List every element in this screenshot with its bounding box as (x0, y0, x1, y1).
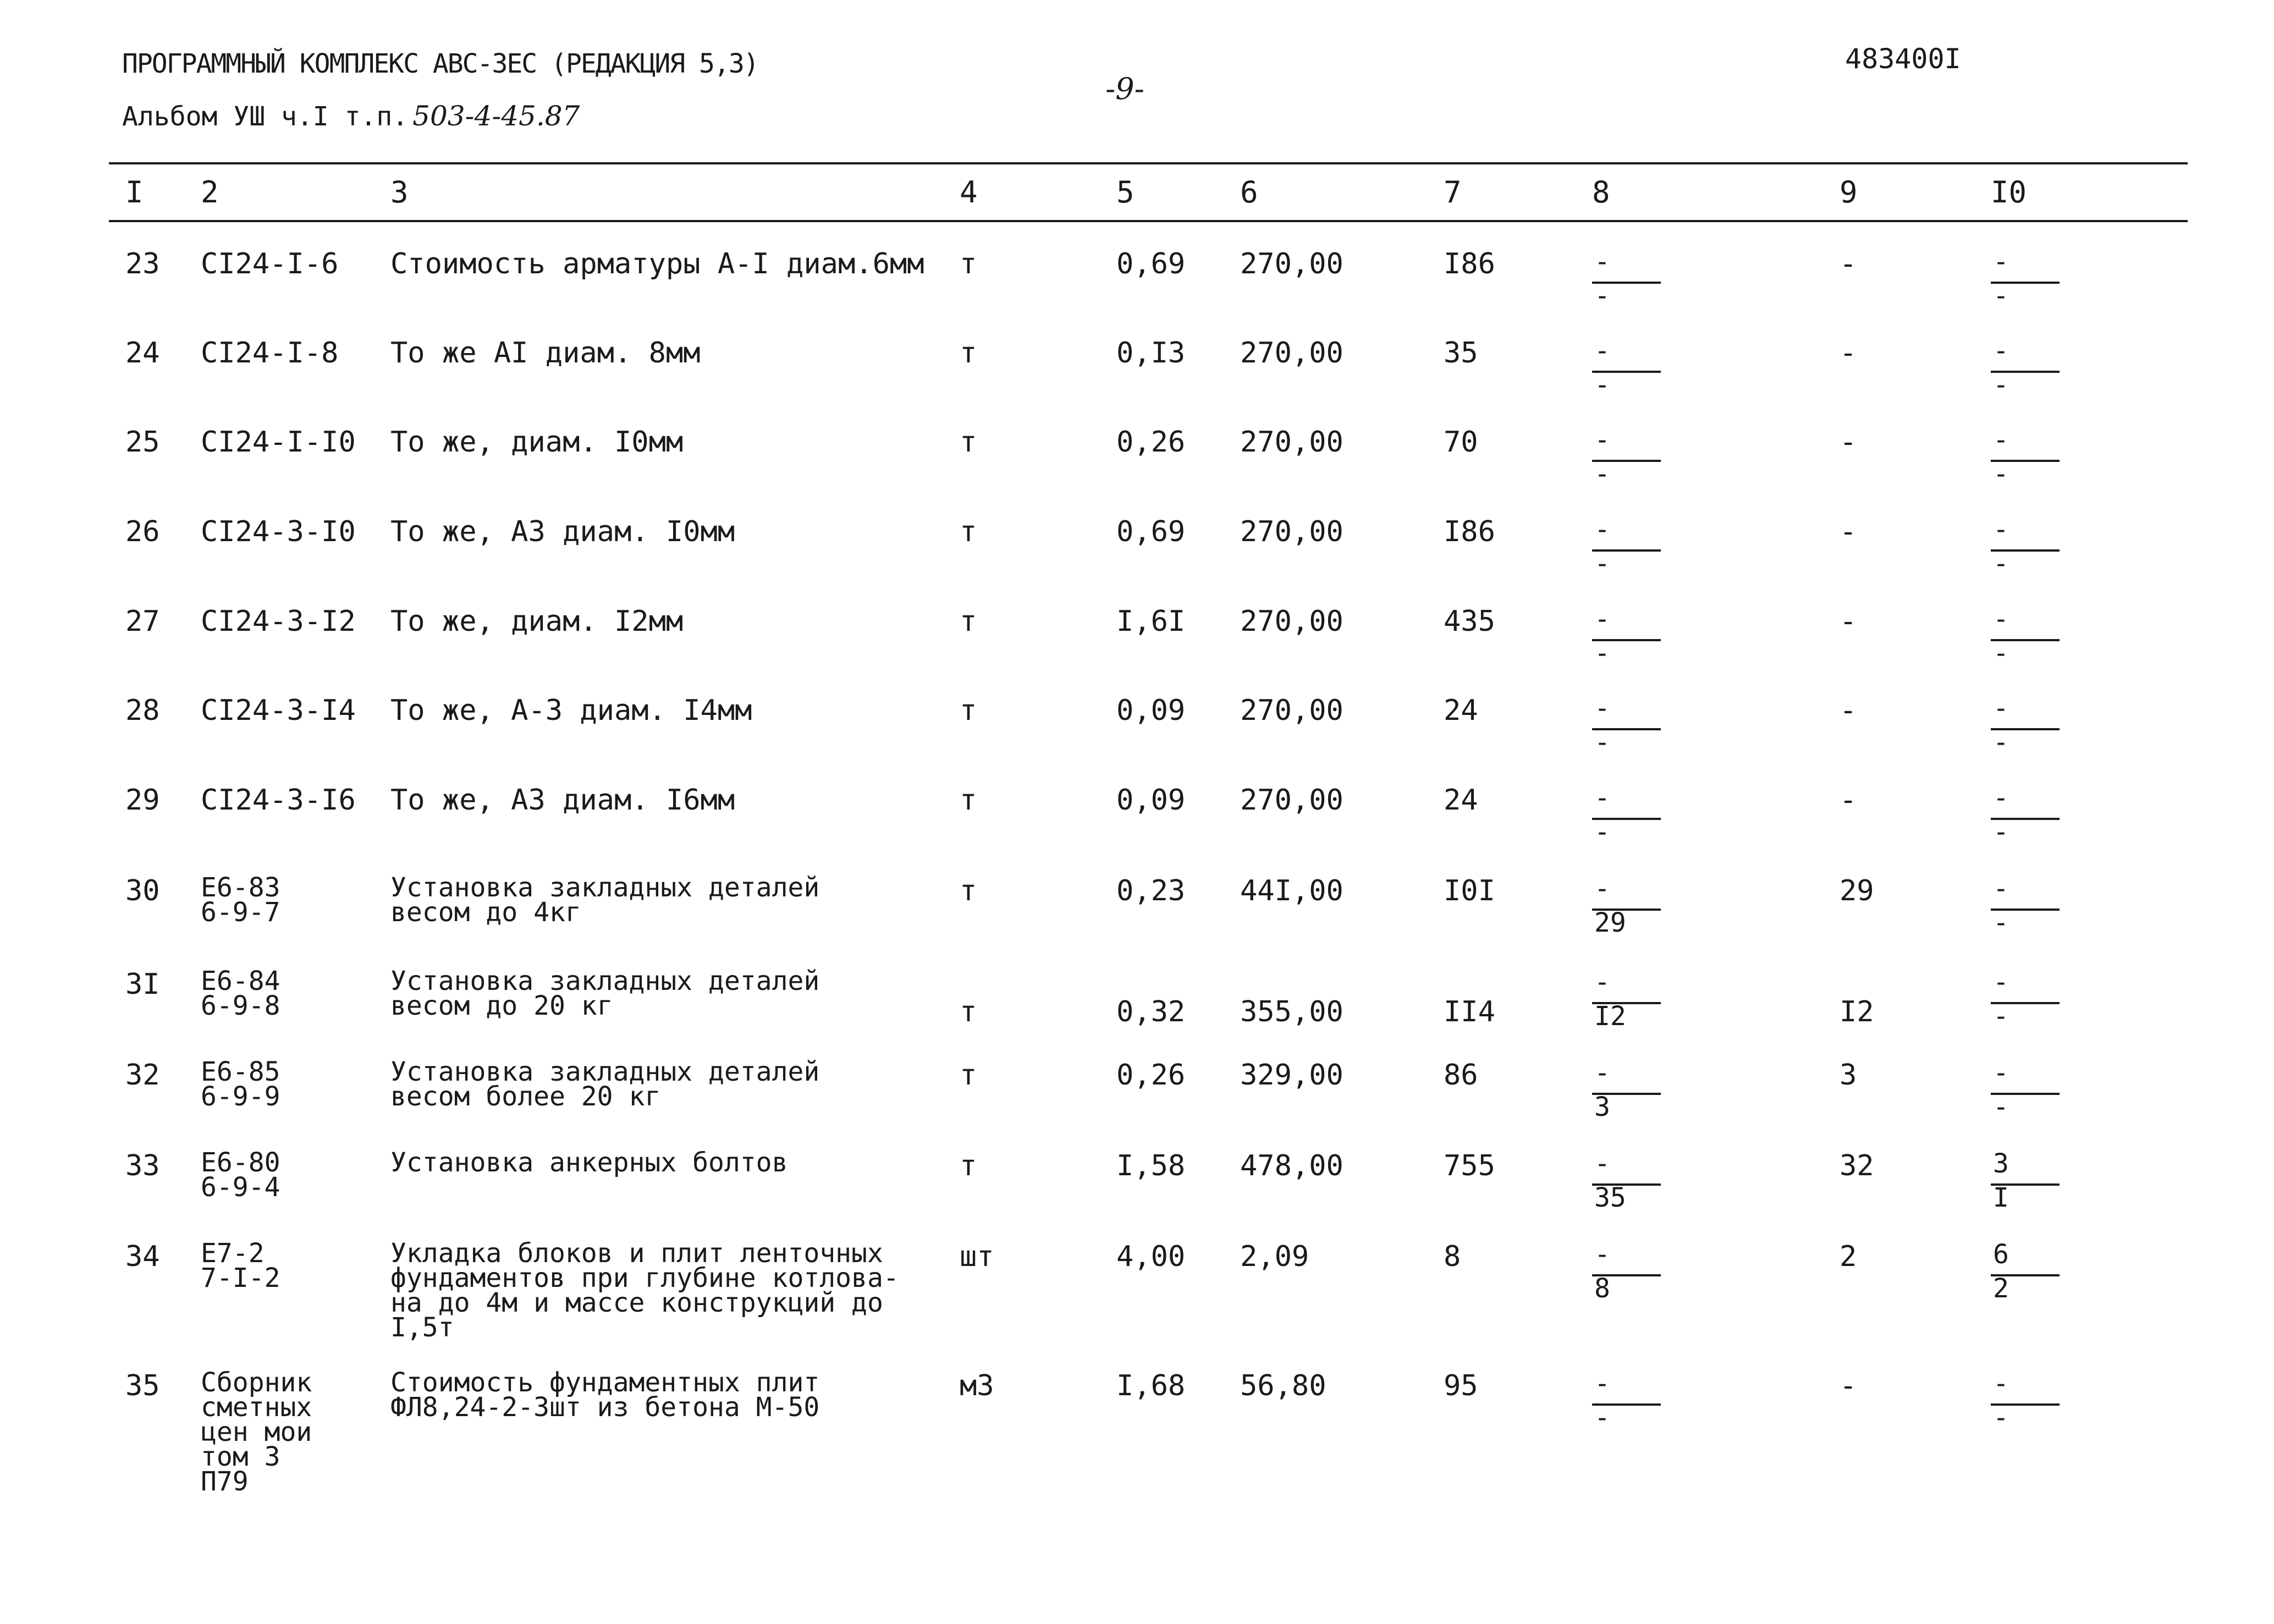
document-number: 483400I (1845, 43, 1961, 75)
column10-fraction (1991, 1370, 2062, 1431)
column8-fraction (1592, 516, 1664, 577)
column8-fraction (1592, 1060, 1664, 1120)
column8-fraction-numerator: - (1594, 604, 1610, 635)
column9-value: - (1840, 605, 1857, 638)
column9-value: - (1840, 247, 1857, 280)
column-header-2: 2 (201, 175, 219, 210)
column8-fraction (1592, 427, 1664, 487)
column8-fraction (1592, 969, 1664, 1030)
column10-fraction-numerator: - (1993, 335, 2009, 366)
total-cost: 95 (1444, 1369, 1478, 1402)
row-number: 32 (125, 1059, 160, 1092)
column10-fraction-numerator: - (1993, 1368, 2009, 1399)
norm-code: Е6-84 6-9-8 (201, 966, 280, 1021)
column9-value: - (1840, 784, 1857, 817)
quantity: 0,23 (1116, 874, 1186, 907)
column9-value: - (1840, 426, 1857, 459)
unit: т (960, 515, 977, 548)
column8-fraction (1592, 695, 1664, 756)
column10-fraction-denominator: - (1993, 907, 2009, 938)
unit: шт (960, 1240, 994, 1273)
norm-code: CI24-I-I0 (201, 426, 356, 459)
column8-fraction-denominator: 35 (1594, 1182, 1626, 1213)
column10-fraction-numerator: - (1993, 514, 2009, 545)
column8-fraction (1592, 606, 1664, 667)
norm-code: Е6-85 6-9-9 (201, 1056, 280, 1112)
column8-fraction-denominator: 29 (1594, 907, 1626, 938)
album-reference (122, 100, 580, 132)
column8-fraction-denominator: - (1594, 727, 1610, 758)
total-cost: 8 (1444, 1240, 1461, 1273)
column10-fraction-denominator: - (1993, 638, 2009, 669)
column10-fraction (1991, 516, 2062, 577)
unit-price: 329,00 (1240, 1059, 1344, 1092)
column10-fraction (1991, 606, 2062, 667)
work-description: То же, А-3 диам. I4мм (390, 694, 752, 727)
column8-fraction-denominator: 8 (1594, 1273, 1610, 1304)
column8-fraction-denominator: - (1594, 638, 1610, 669)
work-description: Установка анкерных болтов (390, 1147, 788, 1178)
unit-price: 270,00 (1240, 515, 1344, 548)
total-cost: I86 (1444, 515, 1495, 548)
quantity: 0,09 (1116, 694, 1186, 727)
norm-code: CI24-I-6 (201, 247, 339, 280)
column8-fraction-denominator: - (1594, 459, 1610, 489)
column10-fraction-denominator: - (1993, 1001, 2009, 1032)
column10-fraction (1991, 969, 2062, 1030)
column8-fraction-numerator: - (1594, 514, 1610, 545)
column-header-8: 8 (1592, 175, 1610, 210)
column8-fraction-numerator: - (1594, 1368, 1610, 1399)
column8-fraction-numerator: - (1594, 693, 1610, 724)
unit-price: 56,80 (1240, 1369, 1326, 1402)
unit-price: 270,00 (1240, 247, 1344, 280)
column-header-7: 7 (1444, 175, 1462, 210)
unit: т (960, 605, 977, 638)
row-number: 3I (125, 968, 160, 1001)
column10-fraction-denominator: - (1993, 370, 2009, 400)
column10-fraction-numerator: - (1993, 783, 2009, 813)
total-cost: II4 (1444, 995, 1495, 1028)
work-description: Стоимость фундаментных плит ФЛ8,24-2-3шт из бетона М-50 (390, 1367, 820, 1423)
total-cost: 755 (1444, 1149, 1495, 1182)
column8-fraction-denominator: I2 (1594, 1001, 1626, 1032)
work-description: Установка закладных деталей весом до 20 кг (390, 966, 820, 1021)
work-description: То же, А3 диам. I0мм (390, 515, 735, 548)
norm-code: CI24-I-8 (201, 337, 339, 370)
table-top-rule (109, 162, 2188, 164)
unit: т (960, 247, 977, 280)
page-number: -9- (1105, 71, 1144, 106)
unit: т (960, 1149, 977, 1182)
quantity: I,6I (1116, 605, 1186, 638)
unit-price: 270,00 (1240, 784, 1344, 817)
unit: м3 (960, 1369, 994, 1402)
quantity: I,68 (1116, 1369, 1186, 1402)
column8-fraction-denominator: 3 (1594, 1092, 1610, 1122)
unit-price: 355,00 (1240, 995, 1344, 1028)
row-number: 33 (125, 1149, 160, 1182)
row-number: 23 (125, 247, 160, 280)
norm-code: Е6-80 6-9-4 (201, 1147, 280, 1203)
total-cost: 70 (1444, 426, 1478, 459)
column10-fraction-numerator: 6 (1993, 1239, 2009, 1270)
program-title: ПРОГРАММНЫЙ КОМПЛЕКС АВС-ЗЕС (РЕДАКЦИЯ 5,3) (122, 48, 758, 79)
table-header-rule (109, 220, 2188, 222)
row-number: 27 (125, 605, 160, 638)
column10-fraction-denominator: - (1993, 1092, 2009, 1122)
column-header-3: 3 (390, 175, 409, 210)
column-header-1: I (125, 175, 144, 210)
unit: т (960, 784, 977, 817)
column10-fraction-numerator: - (1993, 425, 2009, 455)
column10-fraction (1991, 246, 2062, 311)
quantity: 0,26 (1116, 1059, 1186, 1092)
column10-fraction (1991, 1060, 2062, 1120)
column9-value: 2 (1840, 1240, 1857, 1273)
column10-fraction (1991, 335, 2062, 400)
column8-fraction (1592, 1241, 1664, 1302)
unit: т (960, 426, 977, 459)
row-number: 28 (125, 694, 160, 727)
column10-fraction (1991, 785, 2062, 845)
norm-code: CI24-3-I0 (201, 515, 356, 548)
column10-fraction (1991, 1241, 2062, 1302)
column8-fraction-numerator: - (1594, 967, 1610, 998)
norm-code: CI24-3-I4 (201, 694, 356, 727)
quantity: 0,I3 (1116, 337, 1186, 370)
column8-fraction (1592, 246, 1664, 311)
column9-value: 32 (1840, 1149, 1874, 1182)
column8-fraction-denominator: - (1594, 370, 1610, 400)
unit-price: 2,09 (1240, 1240, 1309, 1273)
work-description: То же, диам. I0мм (390, 426, 684, 459)
column10-fraction-denominator: - (1993, 459, 2009, 489)
column10-fraction-numerator: 3 (1993, 1148, 2009, 1179)
column10-fraction-denominator: I (1993, 1182, 2009, 1213)
project-number: 503-4-45.87 (412, 100, 580, 132)
quantity: 0,09 (1116, 784, 1186, 817)
column10-fraction-numerator: - (1993, 873, 2009, 904)
column-header-6: 6 (1240, 175, 1258, 210)
norm-code: Е7-2 7-I-2 (201, 1238, 280, 1293)
total-cost: 35 (1444, 337, 1478, 370)
column10-fraction-denominator: - (1993, 727, 2009, 758)
column-header-9: 9 (1840, 175, 1858, 210)
unit-price: 270,00 (1240, 605, 1344, 638)
column10-fraction (1991, 427, 2062, 487)
column9-value: I2 (1840, 995, 1874, 1028)
column8-fraction-numerator: - (1594, 1148, 1610, 1179)
row-number: 30 (125, 874, 160, 907)
column9-value: - (1840, 515, 1857, 548)
norm-code: CI24-3-I6 (201, 784, 356, 817)
column8-fraction (1592, 1150, 1664, 1211)
column8-fraction-numerator: - (1594, 1239, 1610, 1270)
quantity: 0,32 (1116, 995, 1186, 1028)
column9-value: - (1840, 1369, 1857, 1402)
column9-value: - (1840, 337, 1857, 370)
column10-fraction-numerator: - (1993, 246, 2009, 277)
column10-fraction-denominator: - (1993, 817, 2009, 847)
album-label: Альбом УШ ч.I т.п. (122, 101, 409, 132)
column10-fraction (1991, 873, 2062, 938)
unit: т (960, 337, 977, 370)
quantity: 0,26 (1116, 426, 1186, 459)
column10-fraction-numerator: - (1993, 693, 2009, 724)
row-number: 26 (125, 515, 160, 548)
row-number: 25 (125, 426, 160, 459)
row-number: 35 (125, 1369, 160, 1402)
column10-fraction (1991, 695, 2062, 756)
column8-fraction-numerator: - (1594, 246, 1610, 277)
unit: т (960, 694, 977, 727)
row-number: 24 (125, 337, 160, 370)
norm-code: CI24-3-I2 (201, 605, 356, 638)
column9-value: 3 (1840, 1059, 1857, 1092)
unit-price: 270,00 (1240, 694, 1344, 727)
unit: т (960, 1059, 977, 1092)
column10-fraction-denominator: - (1993, 280, 2009, 311)
unit-price: 478,00 (1240, 1149, 1344, 1182)
quantity: 0,69 (1116, 515, 1186, 548)
column8-fraction-numerator: - (1594, 425, 1610, 455)
unit-price: 270,00 (1240, 426, 1344, 459)
column10-fraction (1991, 1150, 2062, 1211)
column8-fraction-denominator: - (1594, 548, 1610, 579)
total-cost: I86 (1444, 247, 1495, 280)
column8-fraction-denominator: - (1594, 817, 1610, 847)
unit-price: 44I,00 (1240, 874, 1344, 907)
quantity: 0,69 (1116, 247, 1186, 280)
column9-value: - (1840, 694, 1857, 727)
quantity: 4,00 (1116, 1240, 1186, 1273)
column-header-4: 4 (960, 175, 978, 210)
unit: т (960, 874, 977, 907)
column-header-5: 5 (1116, 175, 1135, 210)
quantity: I,58 (1116, 1149, 1186, 1182)
column10-fraction-numerator: - (1993, 1058, 2009, 1088)
column8-fraction (1592, 1370, 1664, 1431)
row-number: 34 (125, 1240, 160, 1273)
work-description: То же, диам. I2мм (390, 605, 684, 638)
column8-fraction-denominator: - (1594, 280, 1610, 311)
work-description: Установка закладных деталей весом до 4кг (390, 872, 820, 928)
unit-price: 270,00 (1240, 337, 1344, 370)
column8-fraction-numerator: - (1594, 335, 1610, 366)
column8-fraction-numerator: - (1594, 873, 1610, 904)
column8-fraction (1592, 873, 1664, 938)
column10-fraction-denominator: - (1993, 1402, 2009, 1433)
column8-fraction (1592, 335, 1664, 400)
work-description: Стоимость арматуры А-I диам.6мм (390, 247, 924, 280)
column8-fraction-numerator: - (1594, 1058, 1610, 1088)
unit: т (960, 995, 977, 1028)
column10-fraction-numerator: - (1993, 967, 2009, 998)
total-cost: 86 (1444, 1059, 1478, 1092)
work-description: То же, А3 диам. I6мм (390, 784, 735, 817)
work-description: Установка закладных деталей весом более 20 кг (390, 1056, 820, 1112)
column8-fraction-denominator: - (1594, 1402, 1610, 1433)
column8-fraction (1592, 785, 1664, 845)
total-cost: 435 (1444, 605, 1495, 638)
work-description: То же АI диам. 8мм (390, 337, 701, 370)
norm-code: Е6-83 6-9-7 (201, 872, 280, 928)
total-cost: I0I (1444, 874, 1495, 907)
column10-fraction-denominator: - (1993, 548, 2009, 579)
total-cost: 24 (1444, 694, 1478, 727)
column10-fraction-denominator: 2 (1993, 1273, 2009, 1304)
column9-value: 29 (1840, 874, 1874, 907)
column10-fraction-numerator: - (1993, 604, 2009, 635)
norm-code: Сборник сметных цен мои том 3 П79 (201, 1367, 312, 1497)
column-header-10: I0 (1991, 175, 2027, 210)
column8-fraction-numerator: - (1594, 783, 1610, 813)
total-cost: 24 (1444, 784, 1478, 817)
row-number: 29 (125, 784, 160, 817)
work-description: Укладка блоков и плит ленточных фундаментов при глубине котлова- на до 4м и массе конструкций до I,5т (390, 1238, 899, 1343)
